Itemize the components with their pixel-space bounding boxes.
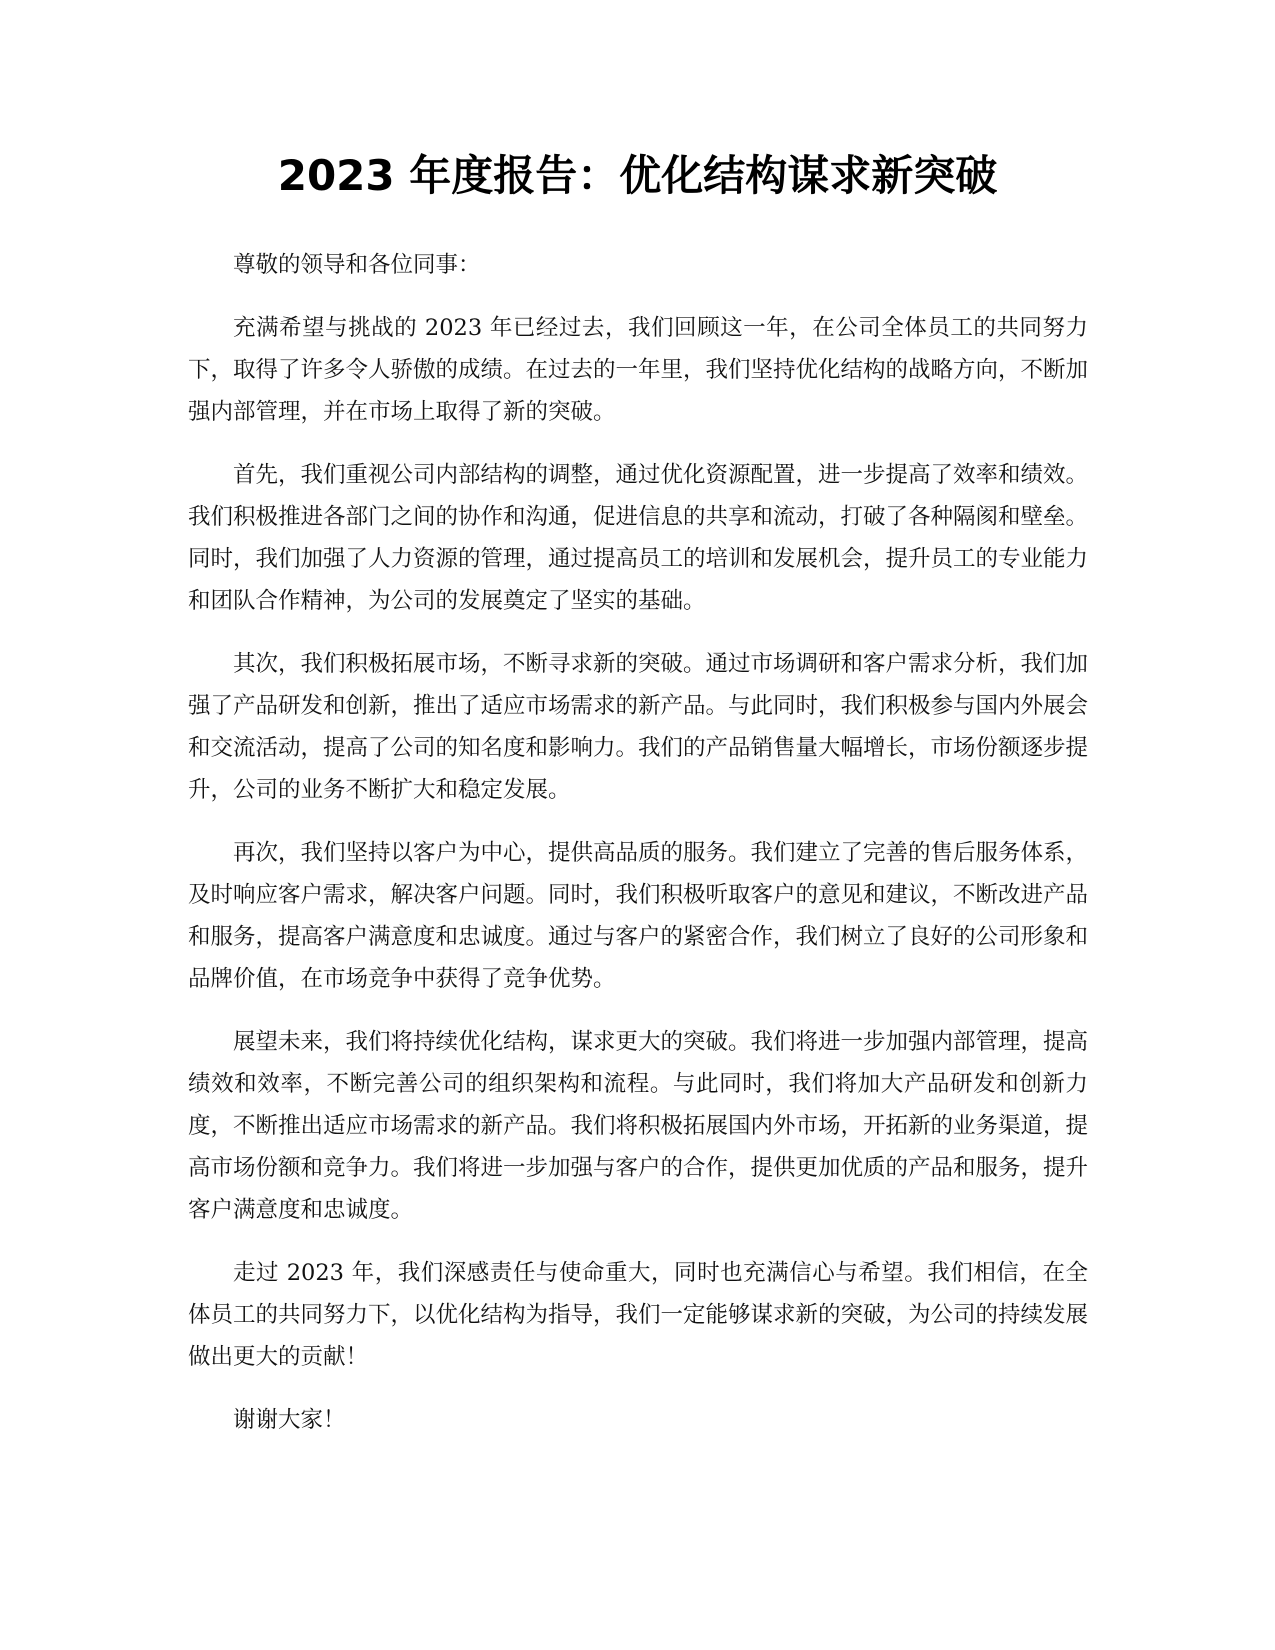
paragraph-market: 其次，我们积极拓展市场，不断寻求新的突破。通过市场调研和客户需求分析，我们加强了产品研发和创新，推出了适应市场需求的新产品。与此同时，我们积极参与国内外展会和交流活动，提高了公司的知名度和影响力。我们的产品销售量大幅增长，市场份额逐步提升，公司的业务不断扩大和稳定发展。	[188, 651, 1089, 803]
document-title: 2023 年度报告：优化结构谋求新突破	[277, 151, 998, 200]
paragraph-customer: 再次，我们坚持以客户为中心，提供高品质的服务。我们建立了完善的售后服务体系，及时响应客户需求，解决客户问题。同时，我们积极听取客户的意见和建议，不断改进产品和服务，提高客户满意度和忠诚度。通过与客户的紧密合作，我们树立了良好的公司形象和品牌价值，在市场竞争中获得了竞争优势。	[188, 840, 1089, 992]
paragraph-review: 充满希望与挑战的 2023 年已经过去，我们回顾这一年，在公司全体员工的共同努力下，取得了许多令人骄傲的成绩。在过去的一年里，我们坚持优化结构的战略方向，不断加强内部管理，并在市场上取得了新的突破。	[188, 315, 1089, 425]
salutation: 尊敬的领导和各位同事：	[233, 252, 481, 278]
document-body	[188, 244, 1088, 1462]
closing: 谢谢大家！	[233, 1407, 346, 1433]
paragraph-structure: 首先，我们重视公司内部结构的调整，通过优化资源配置，进一步提高了效率和绩效。我们积极推进各部门之间的协作和沟通，促进信息的共享和流动，打破了各种隔阂和壁垒。同时，我们加强了人力资源的管理，通过提高员工的培训和发展机会，提升员工的专业能力和团队合作精神，为公司的发展奠定了坚实的基础。	[188, 462, 1089, 614]
paragraph-conclusion: 走过 2023 年，我们深感责任与使命重大，同时也充满信心与希望。我们相信，在全体员工的共同努力下，以优化结构为指导，我们一定能够谋求新的突破，为公司的持续发展做出更大的贡献！	[188, 1260, 1089, 1370]
paragraph-outlook: 展望未来，我们将持续优化结构，谋求更大的突破。我们将进一步加强内部管理，提高绩效和效率，不断完善公司的组织架构和流程。与此同时，我们将加大产品研发和创新力度，不断推出适应市场需求的新产品。我们将积极拓展国内外市场，开拓新的业务渠道，提高市场份额和竞争力。我们将进一步加强与客户的合作，提供更加优质的产品和服务，提升客户满意度和忠诚度。	[188, 1029, 1089, 1223]
